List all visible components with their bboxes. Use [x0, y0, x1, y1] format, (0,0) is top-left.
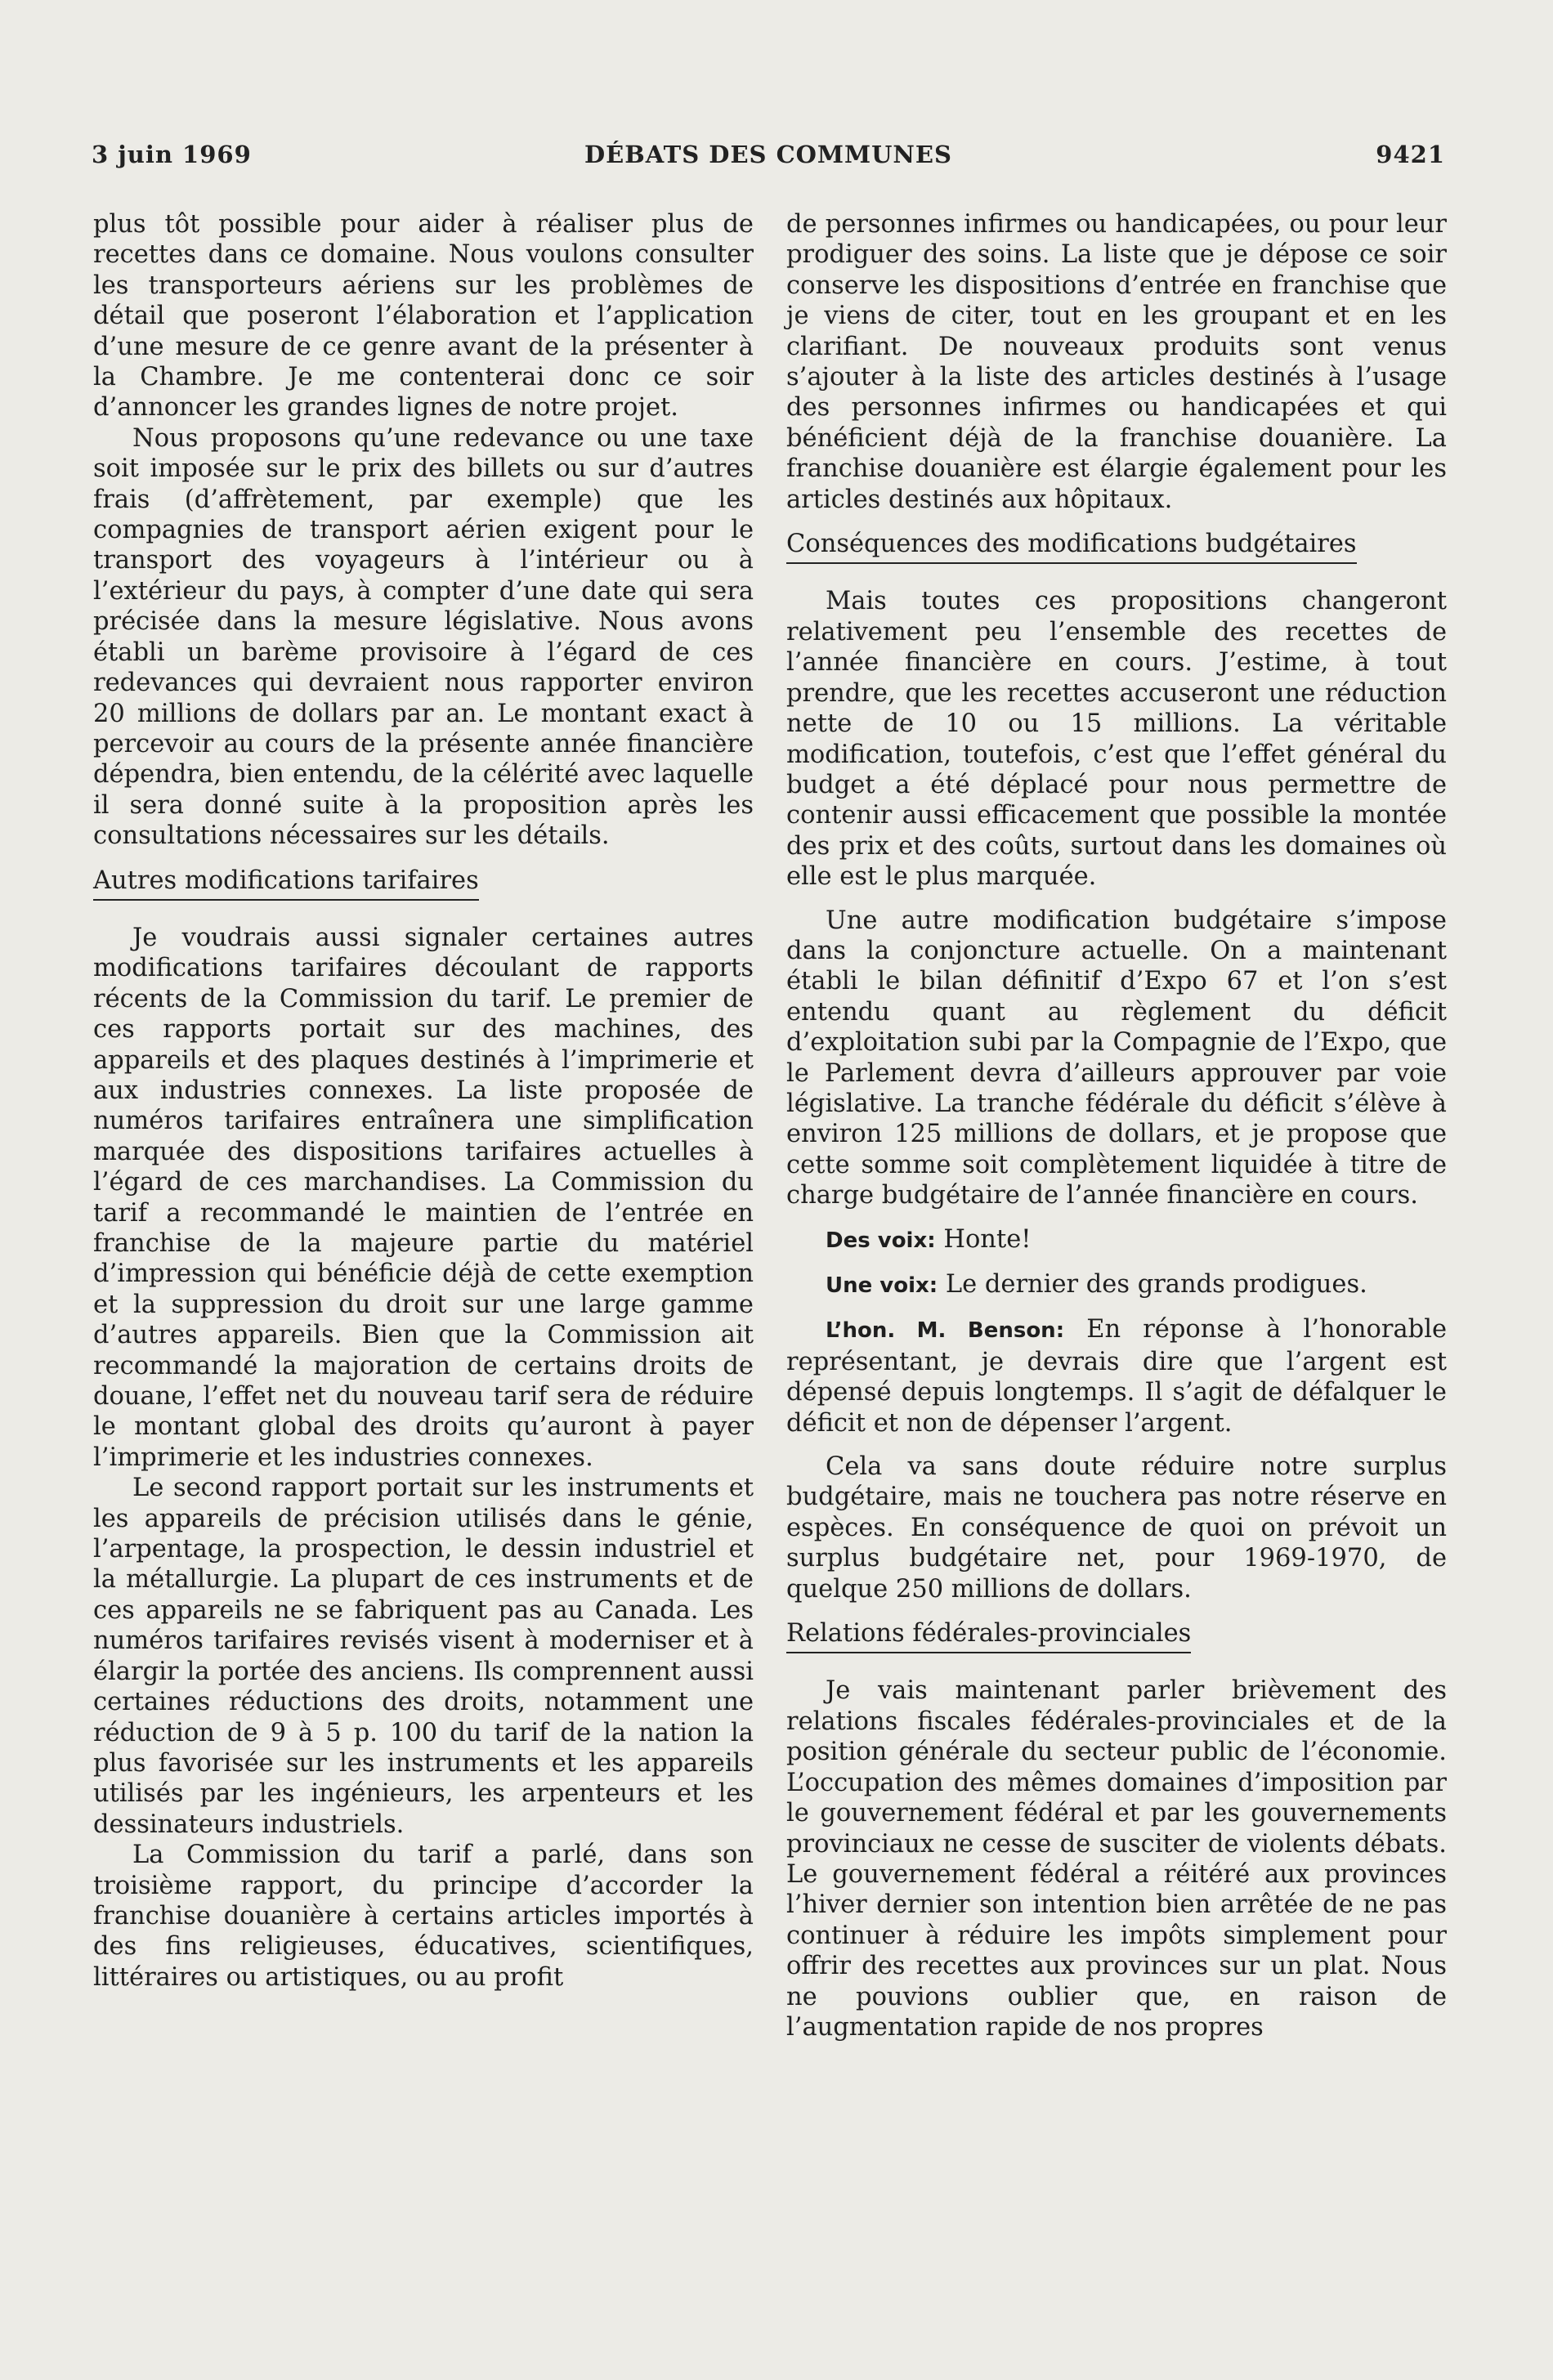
section-heading — [786, 529, 1447, 564]
paragraph: Je vais maintenant parler brièvement des relations fiscales fédérales-provinciales et de la position générale du secteur public de l’économie. L’occupation des mêmes domaines d’imposition par le gouvernement fédéral et par les gouvernements provinciaux ne cesse de susciter de violents débats. Le gouvernement fédéral a réitéré aux provinces l’hiver dernier son intention bien arrêtée de ne pas continuer à réduire les impôts simplement pour offrir des recettes aux provinces sur un plat. Nous ne pouvions oublier que, en raison de l’augmentation rapide de nos propres — [786, 1676, 1447, 2042]
speaker-name: Une voix: — [826, 1273, 938, 1298]
speech — [786, 1224, 1447, 1256]
speech — [786, 1269, 1447, 1301]
paragraph: Une autre modification budgétaire s’impose dans la conjoncture actuelle. On a maintenant établi le bilan définitif d’Expo 67 et l’on s’est entendu quant au règlement du déficit d’exploitation subi par la Compagnie de l’Expo, que le Parlement devra d’ailleurs approuver par voie législative. La tranche fédérale du déficit s’élève à environ 125 millions de dollars, et je propose que cette somme soit complètement liquidée à titre de charge budgétaire de l’année financière en cours. — [786, 906, 1447, 1210]
section-heading — [93, 866, 754, 901]
paragraph: plus tôt possible pour aider à réaliser plus de recettes dans ce domaine. Nous voulons consulter les transporteurs aériens sur les problèmes de détail que poseront l’élaboration et l’application d’une mesure de ce genre avant de la présenter à la Chambre. Je me contenterai donc ce soir d’annoncer les grandes lignes de notre projet. — [93, 210, 754, 423]
speech-text: Honte! — [943, 1224, 1032, 1254]
paragraph: La Commission du tarif a parlé, dans son troisième rapport, du principe d’accorder la franchise douanière à certains articles importés à des fins religieuses, éducatives, scientifiques, littéraires ou artistiques, ou au profit — [93, 1841, 754, 1992]
section-heading-text: Conséquences des modifications budgétaires — [786, 529, 1357, 564]
speech-text: Le dernier des grands prodigues. — [945, 1270, 1367, 1299]
paragraph: Le second rapport portait sur les instruments et les appareils de précision utilisés dans le génie, l’arpentage, la prospection, le dessin industriel et la métallurgie. La plupart de ces instruments et de ces appareils ne se fabriquent pas au Canada. Les numéros tarifaires revisés visent à moderniser et à élargir la portée des anciens. Ils comprennent aussi certaines réductions des droits, notamment une réduction de 9 à 5 p. 100 du tarif de la nation la plus favorisée sur les instruments et les appareils utilisés par les ingénieurs, les arpenteurs et les dessinateurs industriels. — [93, 1474, 754, 1839]
section-heading-text: Autres modifications tarifaires — [93, 866, 479, 901]
paragraph: Cela va sans doute réduire notre surplus budgétaire, mais ne touchera pas notre réserve en espèces. En conséquence de quoi on prévoit un surplus budgétaire net, pour 1969-1970, de quelque 250 millions de dollars. — [786, 1452, 1447, 1604]
paragraph: Nous proposons qu’une redevance ou une taxe soit imposée sur le prix des billets ou sur d’autres frais (d’affrètement, par exemple) que les compagnies de transport aérien exigent pour le transport des voyageurs à l’intérieur ou à l’extérieur du pays, à compter d’une date qui sera précisée dans la mesure législative. Nous avons établi un barème provisoire à l’égard de ces redevances qui devraient nous rapporter environ 20 millions de dollars par an. Le montant exact à percevoir au cours de la présente année financière dépendra, bien entendu, de la célérité avec laquelle il sera donné suite à la proposition après les consultations nécessaires sur les détails. — [93, 423, 754, 851]
speaker-name: Des voix: — [826, 1228, 936, 1253]
paragraph: de personnes infirmes ou handicapées, ou pour leur prodiguer des soins. La liste que je dépose ce soir conserve les dispositions d’entrée en franchise que je viens de citer, tout en les groupant et en les clarifiant. De nouveaux produits sont venus s’ajouter à la liste des articles destinés à l’usage des personnes infirmes ou handicapées et qui bénéficient déjà de la franchise douanière. La franchise douanière est élargie également pour les articles destinés aux hôpitaux. — [786, 210, 1447, 514]
speaker-name: L’hon. M. Benson: — [826, 1318, 1065, 1344]
header-date: 3 juin 1969 — [92, 141, 252, 168]
right-column — [786, 209, 1447, 2042]
section-heading-text: Relations fédérales-provinciales — [786, 1618, 1191, 1653]
section-heading — [786, 1618, 1447, 1653]
paragraph: Mais toutes ces propositions changeront relativement peu l’ensemble des recettes de l’année financière en cours. J’estime, à tout prendre, que les recettes accuseront une réduction nette de 10 ou 15 millions. La véritable modification, toutefois, c’est que l’effet général du budget a été déplacé pour nous permettre de contenir aussi efficacement que possible la montée des prix et des coûts, surtout dans les domaines où elle est le plus marquée. — [786, 587, 1447, 892]
paragraph: Je voudrais aussi signaler certaines autres modifications tarifaires découlant de rapports récents de la Commission du tarif. Le premier de ces rapports portait sur des machines, des appareils et des plaques destinés à l’imprimerie et aux industries connexes. La liste proposée de numéros tarifaires entraînera une simplification marquée des dispositions tarifaires actuelles à l’égard de ces marchandises. La Commission du tarif a recommandé le maintien de l’entrée en franchise de la majeure partie du matériel d’impression qui bénéficie déjà de cette exemption et la suppression du droit sur une large gamme d’autres appareils. Bien que la Commission ait recommandé la majoration de certains droits de douane, l’effet net du nouveau tarif sera de réduire le montant global des droits qu’auront à payer l’imprimerie et les industries connexes. — [93, 923, 754, 1472]
page-header — [92, 141, 1445, 181]
speech-text: En réponse à l’honorable représentant, je devrais dire que l’argent est dépensé depuis longtemps. Il s’agit de défalquer le déficit et non de dépenser l’argent. — [786, 1315, 1447, 1438]
speech — [786, 1314, 1447, 1438]
header-page-number: 9421 — [1376, 141, 1445, 168]
header-title: DÉBATS DES COMMUNES — [584, 141, 952, 168]
left-column — [93, 209, 754, 1993]
